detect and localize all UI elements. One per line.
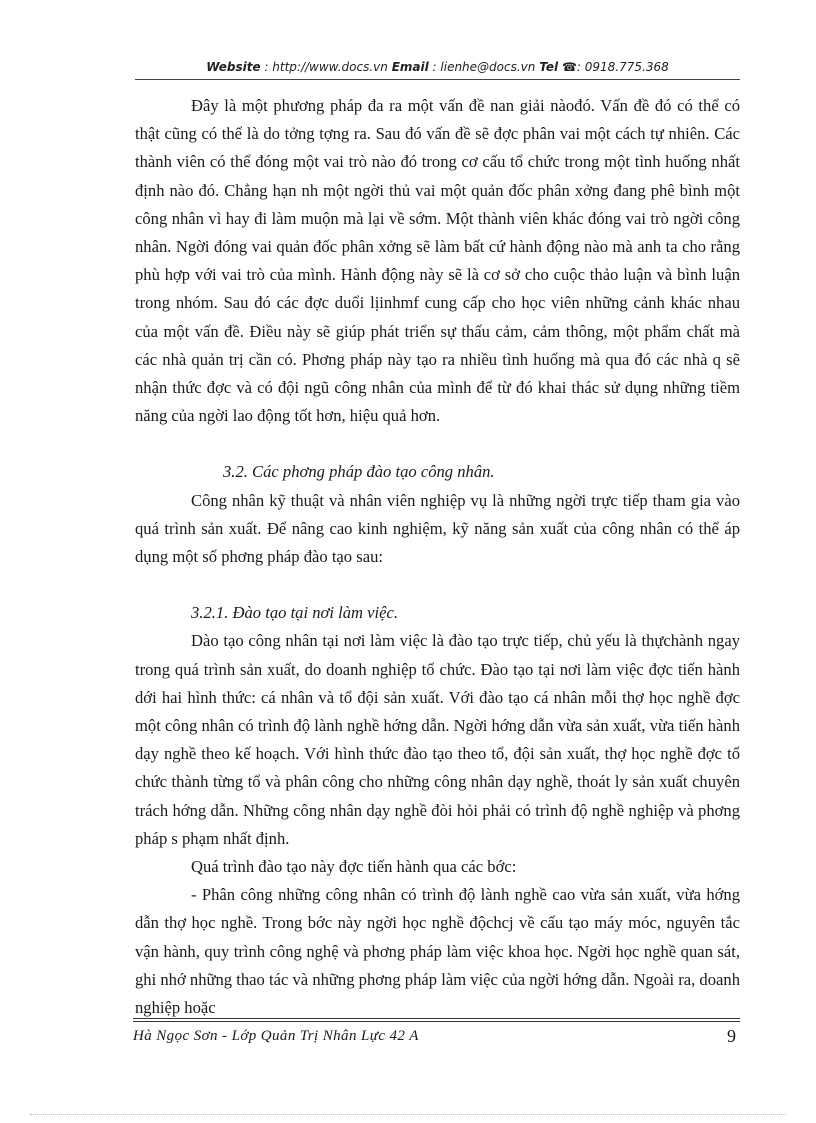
tel-value: : 0918.775.368 (576, 60, 669, 74)
paragraph-step-one: - Phân công những công nhân có trình độ lành nghề cao vừa sản xuất, vừa hớng dẫn thợ học nghề. Trong bớc này ngời học nghề độchcj về cấu tạo máy móc, nguyên tắc vận hành, quy trình công nghệ và phơng pháp làm việc khoa học. Ngời học nghề quan sát, ghi nhớ những thao tác và những phơng pháp làm việc của ngời hớng dẫn. Ngoài ra, doanh nghiệp hoặc (135, 885, 740, 1018)
email-label: Email (391, 60, 429, 74)
paragraph-on-the-job: Dào tạo công nhân tại nơi làm việc là đào tạo trực tiếp, chủ yếu là thựchành ngay trong quá trình sản xuất, do doanh nghiệp tổ chức. Đào tạo tại nơi làm việc đợc tiến hành dới hai hình thức: cá nhân và tổ đội sản xuất. Với đào tạo cá nhân mỗi thợ học nghề đợc một công nhân có trình độ lành nghề hớng dẫn. Ngời hớng dẫn vừa sản xuất, vừa tiến hành dạy nghề theo kế hoạch. Với hình thức đào tạo theo tổ, đội sản xuất, thợ học nghề đợc tổ chức thành từng tổ và phân công cho những công nhân dạy nghề, thoát ly sản xuất chuyên trách hớng dẫn. Những công nhân dạy nghề đòi hỏi phải có trình độ nghề nghiệp và phơng pháp s phạm nhất định. (135, 631, 740, 848)
paragraph-role-play: Đây là một phương pháp đa ra một vấn đề nan giải nàođó. Vấn đề đó có thể có thật cũng có thể là do tởng tợng ra. Sau đó vấn đề sẽ đợc phân vai một cách tự nhiên. Các thành viên có thể đóng một vai trò nào đó trong cơ cấu tổ chức trong một tình huống nhất định nào đó. Chẳng hạn nh một ngời thủ vai một quản đốc phân xởng đang phê bình một công nhân vì hay đi làm muộn mà lại về sớm. Một thành viên khác đóng vai trò ngời công nhân. Ngời đóng vai quản đốc phân xởng sẽ làm bất cứ hành động nào mà anh ta cho rằng phù hợp với vai trò của mình. Hành động này sẽ là cơ sở cho cuộc thảo luận và bình luận trong nhóm. Sau đó các đợc duổi lịinhmf cung cấp cho học viên những cảnh khác nhau của một vấn đề. Điều này sẽ giúp phát triển sự thấu cảm, cảm thông, một phẩm chất mà các nhà quản trị cần có. Phơng pháp này tạo ra nhiều tình huống mà qua đó các nhà q sẽ nhận thức đợc và có đội ngũ công nhân của mình để từ đó khai thác sử dụng những tiềm năng của ngời lao động tốt hơn, hiệu quả hơn. (135, 96, 740, 426)
tel-label: Tel (539, 60, 559, 74)
section-heading-3-2: 3.2. Các phơng pháp đào tạo công nhân. (223, 462, 495, 482)
website-label: Website (206, 60, 261, 74)
footer-rule-bottom (133, 1021, 740, 1022)
section-heading-3-2-1: 3.2.1. Đào tạo tại nơi làm việc. (191, 603, 399, 623)
document-body (135, 92, 740, 1022)
paragraph-worker-training: Công nhân kỹ thuật và nhân viên nghiệp vụ là những ngời trực tiếp tham gia vào quá trình sản xuất. Để nâng cao kinh nghiệm, kỹ năng sản xuất của công nhân có thể áp dụng một số phơng pháp đào tạo sau: (135, 490, 740, 567)
page-number: 9 (727, 1026, 736, 1046)
page-footer (133, 1028, 740, 1054)
phone-icon: ☎ (561, 60, 577, 74)
website-value: : http://www.docs.vn (264, 60, 388, 74)
page-header (135, 60, 740, 74)
footer-author: Hà Ngọc Sơn - Lớp Quản Trị Nhân Lực 42 A (133, 1028, 419, 1044)
email-value: : lienhe@docs.vn (432, 60, 536, 74)
footer-rule-top (133, 1018, 740, 1019)
page-bottom-divider (30, 1114, 786, 1115)
paragraph-steps-intro: Quá trình đào tạo này đợc tiến hành qua các bớc: (191, 857, 517, 877)
header-rule (135, 79, 740, 80)
